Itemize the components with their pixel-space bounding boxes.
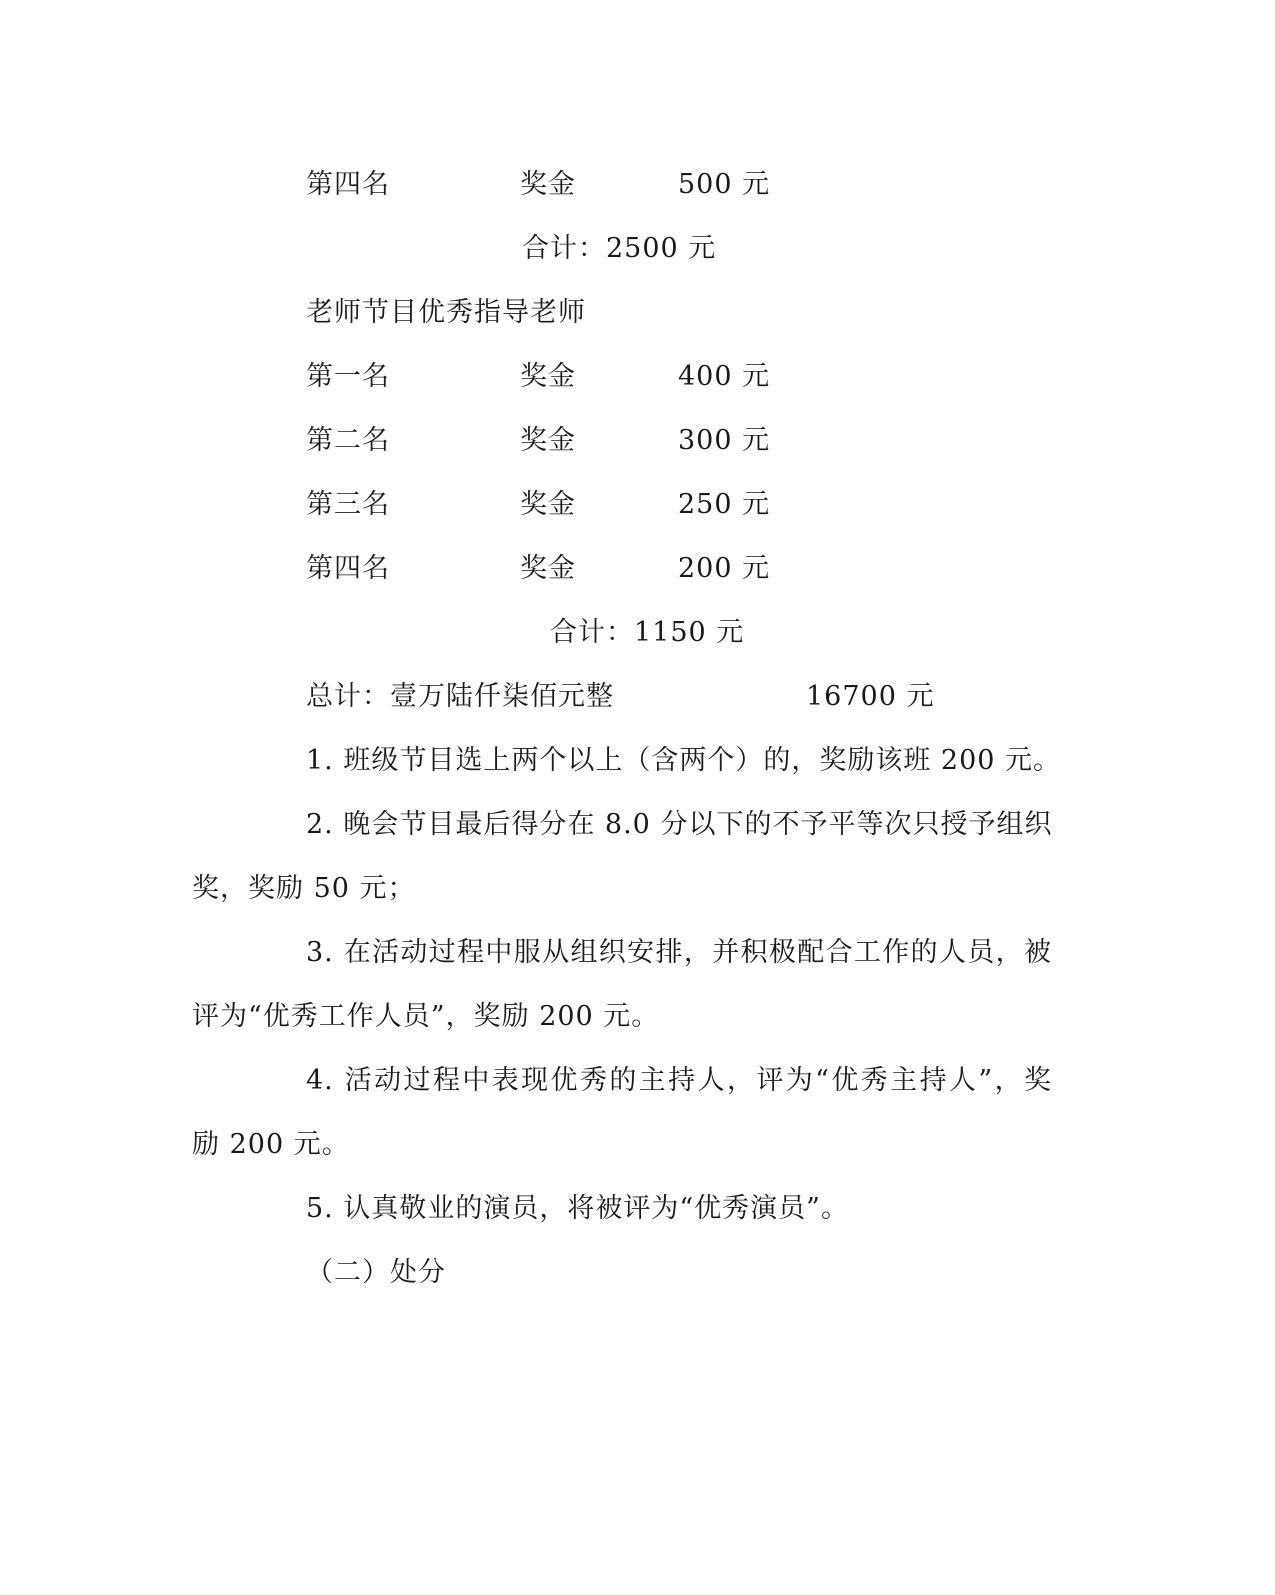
subtotal: 合计：2500 元 — [522, 233, 717, 264]
grand-total-label: 总计：壹万陆仟柒佰元整 — [306, 681, 614, 712]
subtotal: 合计：1150 元 — [550, 617, 745, 648]
rule-item-1: 1. 班级节目选上两个以上（含两个）的，奖励该班 200 元。 — [306, 745, 1062, 776]
rank-label: 第一名 — [306, 361, 390, 392]
rule-item-4: 4. 活动过程中表现优秀的主持人，评为“优秀主持人”，奖 — [306, 1065, 1052, 1096]
section-title: 老师节目优秀指导老师 — [306, 297, 586, 328]
rule-item-5: 5. 认真敬业的演员，将被评为“优秀演员”。 — [306, 1193, 849, 1224]
prize-label: 奖金 — [520, 169, 576, 200]
prize-amount: 200 元 — [678, 553, 771, 584]
rule-item-3-cont: 评为“优秀工作人员”，奖励 200 元。 — [192, 1001, 660, 1032]
rank-label: 第四名 — [306, 553, 390, 584]
prize-label: 奖金 — [520, 361, 576, 392]
prize-label: 奖金 — [520, 425, 576, 456]
grand-total-amount: 16700 元 — [806, 681, 935, 712]
prize-amount: 500 元 — [678, 169, 771, 200]
prize-amount: 250 元 — [678, 489, 771, 520]
prize-label: 奖金 — [520, 489, 576, 520]
prize-label: 奖金 — [520, 553, 576, 584]
rule-item-4-cont: 励 200 元。 — [192, 1129, 350, 1160]
rank-label: 第二名 — [306, 425, 390, 456]
rank-label: 第四名 — [306, 169, 390, 200]
rule-item-2: 2. 晚会节目最后得分在 8.0 分以下的不予平等次只授予组织 — [306, 809, 1053, 840]
rank-label: 第三名 — [306, 489, 390, 520]
rule-item-2-cont: 奖，奖励 50 元； — [192, 873, 416, 904]
section-heading: （二）处分 — [306, 1257, 446, 1288]
rule-item-3: 3. 在活动过程中服从组织安排，并积极配合工作的人员，被 — [306, 937, 1052, 968]
prize-amount: 300 元 — [678, 425, 771, 456]
prize-amount: 400 元 — [678, 361, 771, 392]
